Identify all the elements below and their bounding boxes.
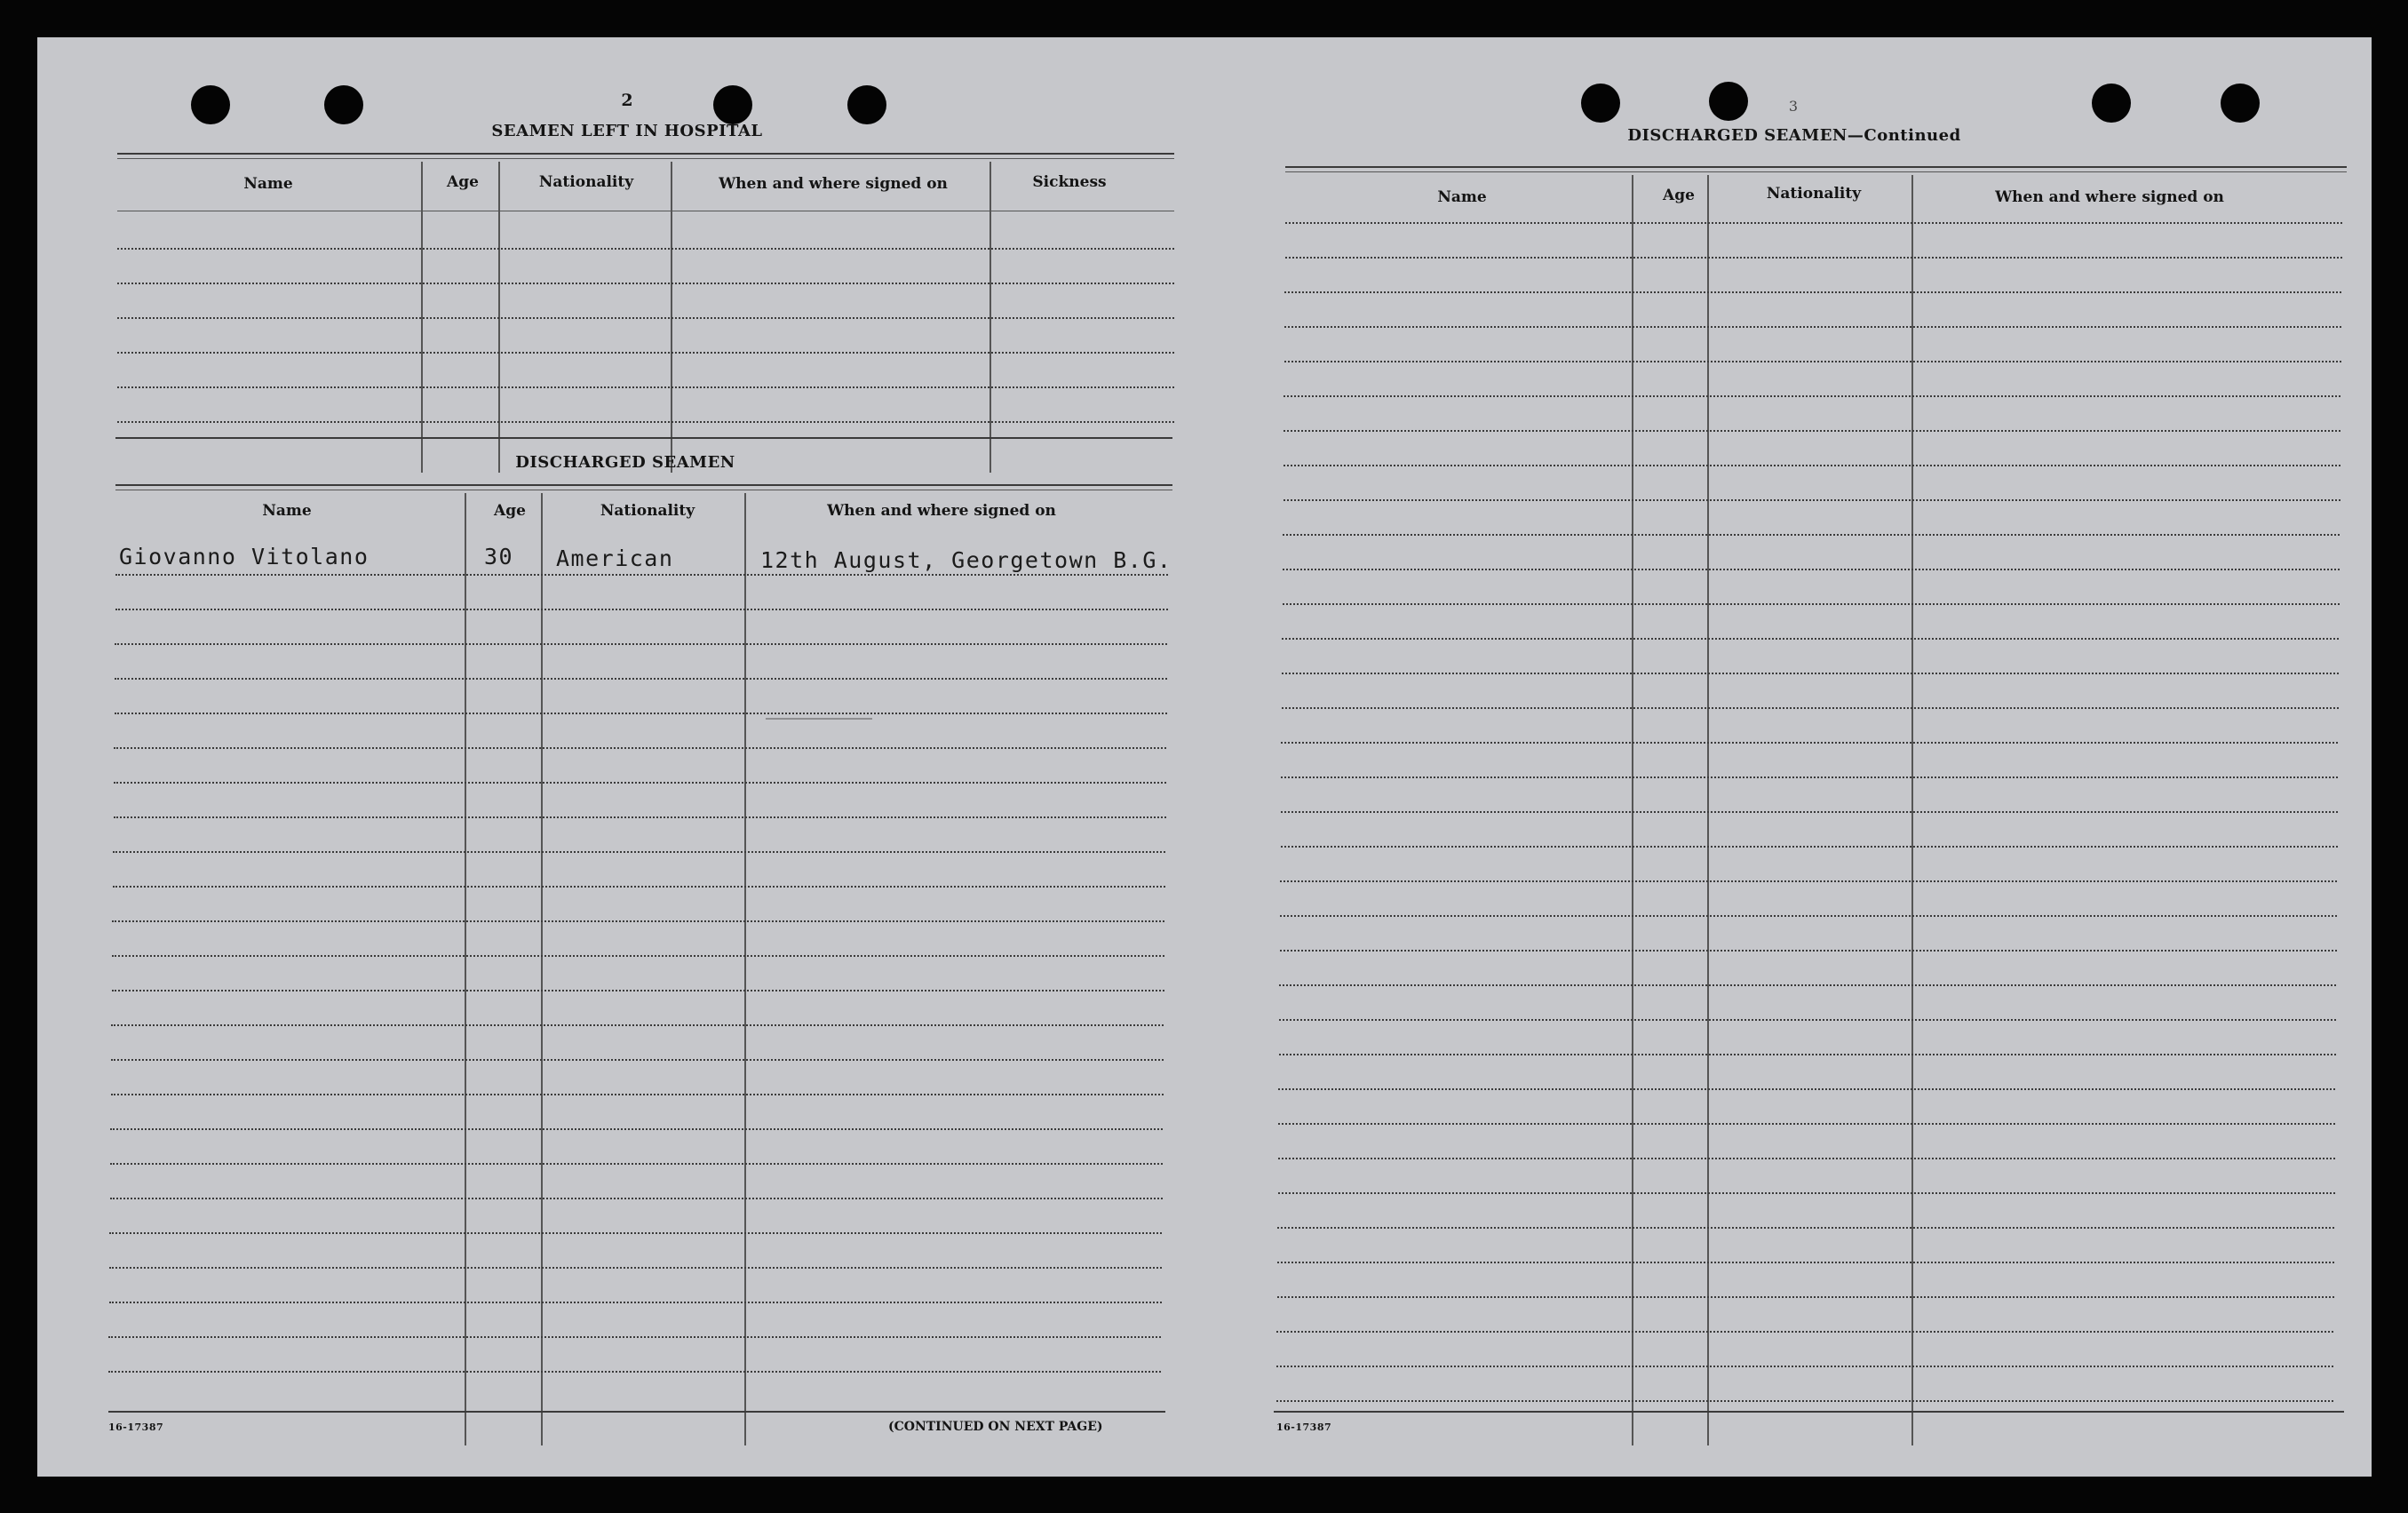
entry-age: 30 <box>484 544 514 569</box>
ruled-line <box>1283 603 2340 605</box>
ruled-line <box>1284 326 2341 328</box>
ruled-line <box>110 1198 1163 1199</box>
ruled-line <box>115 574 1168 576</box>
ruled-line <box>110 1163 1163 1165</box>
ruled-line <box>109 1232 1162 1234</box>
hospital-table-top-rule <box>117 153 1174 155</box>
ruled-line <box>114 747 1166 749</box>
right-header-nationality: Nationality <box>1766 185 1862 203</box>
punch-hole-7 <box>2092 84 2131 123</box>
entry-name: Giovanno Vitolano <box>119 544 370 569</box>
ruled-line <box>1278 1158 2335 1159</box>
ruled-line <box>1278 1123 2335 1125</box>
ruled-line <box>108 1336 1161 1338</box>
ruled-line <box>109 1302 1162 1303</box>
ruled-line <box>1279 984 2336 986</box>
hospital-section-title: SEAMEN LEFT IN HOSPITAL <box>491 122 763 140</box>
discharged-table-bottom-rule <box>108 1411 1165 1413</box>
ruled-line <box>117 248 1174 250</box>
punch-hole-1 <box>191 85 230 124</box>
ruled-line <box>1281 776 2338 778</box>
ruled-line <box>1277 1227 2334 1229</box>
ruled-line <box>1278 1192 2335 1194</box>
ruled-line <box>115 643 1167 645</box>
hospital-header-name: Name <box>243 175 293 193</box>
ruled-line <box>117 352 1174 354</box>
discharged-header-signed-on: When and where signed on <box>827 502 1056 520</box>
ruled-line <box>1276 1400 2333 1402</box>
entry-signed-on: 12th August, Georgetown B.G. <box>760 547 1172 573</box>
hospital-table-top-rule-2 <box>117 158 1174 159</box>
ruled-line <box>1276 1331 2333 1333</box>
ruled-line <box>1283 569 2340 570</box>
ruled-line <box>117 421 1174 423</box>
ruled-line <box>109 1267 1162 1269</box>
discharged-continued-title: DISCHARGED SEAMEN—Continued <box>1627 126 1961 145</box>
ruled-line <box>110 1128 1163 1130</box>
ruled-line <box>115 609 1168 610</box>
page-number-right: 3 <box>1788 98 1799 115</box>
ruled-line <box>111 1094 1164 1095</box>
ruled-line <box>1280 950 2337 952</box>
hospital-header-signed-on: When and where signed on <box>719 175 948 193</box>
ruled-line <box>111 1059 1164 1061</box>
ruled-line <box>1279 1019 2336 1021</box>
ruled-line <box>1281 742 2338 744</box>
punch-hole-3 <box>713 85 752 124</box>
right-header-name: Name <box>1437 188 1487 206</box>
hospital-table-bottom-rule <box>115 437 1172 439</box>
ruled-line <box>115 678 1167 680</box>
right-table-top-rule-2 <box>1285 171 2347 172</box>
ruled-line <box>115 713 1167 714</box>
ruled-line <box>1283 499 2340 501</box>
ruled-line <box>112 990 1164 991</box>
ruled-line <box>114 782 1166 784</box>
ruled-line <box>1284 291 2341 293</box>
hospital-header-nationality: Nationality <box>538 173 634 191</box>
ruled-line <box>1283 534 2340 536</box>
form-number-right: 16-17387 <box>1276 1421 1332 1433</box>
ruled-line <box>1280 880 2337 882</box>
ruled-line <box>117 317 1174 319</box>
discharged-header-nationality: Nationality <box>600 502 695 520</box>
ruled-line <box>1276 1366 2333 1367</box>
right-col-divider-3 <box>1911 175 1913 1445</box>
ruled-line <box>1284 361 2341 362</box>
continued-note: (CONTINUED ON NEXT PAGE) <box>888 1420 1103 1434</box>
ruled-line <box>1285 222 2342 224</box>
ruled-line <box>117 283 1174 284</box>
ruled-line <box>1279 1054 2336 1055</box>
right-col-divider-1 <box>1632 175 1633 1445</box>
ruled-line <box>111 1024 1164 1026</box>
punch-hole-5 <box>1581 84 1620 123</box>
ruled-line <box>113 851 1165 853</box>
right-table-top-rule <box>1285 166 2347 168</box>
ledger-sheet <box>37 37 2372 1477</box>
ruled-line <box>1281 811 2338 813</box>
discharged-section-title: DISCHARGED SEAMEN <box>515 453 735 472</box>
punch-hole-6 <box>1709 82 1748 121</box>
hospital-header-sickness: Sickness <box>1032 173 1107 191</box>
right-col-divider-2 <box>1707 175 1709 1445</box>
ruled-line <box>1277 1262 2334 1263</box>
ruled-line <box>1283 430 2340 432</box>
page-number-left: 2 <box>621 91 633 110</box>
ruled-line <box>1283 465 2340 466</box>
ruled-line <box>117 386 1174 388</box>
punch-hole-2 <box>324 85 363 124</box>
discharged-header-name: Name <box>262 502 312 520</box>
punch-hole-8 <box>2221 84 2260 123</box>
ruled-line <box>1278 1088 2335 1090</box>
ruled-line <box>1280 915 2337 917</box>
discharged-table-top-rule <box>115 484 1172 486</box>
right-table-bottom-rule <box>1274 1411 2344 1413</box>
faint-mark <box>766 718 872 720</box>
ruled-line <box>1283 395 2340 397</box>
form-number-left: 16-17387 <box>108 1421 164 1433</box>
punch-hole-4 <box>847 85 886 124</box>
ruled-line <box>1282 673 2339 674</box>
ruled-line <box>1281 846 2338 848</box>
ruled-line <box>1282 638 2339 640</box>
hospital-header-age: Age <box>447 173 479 191</box>
ruled-line <box>1277 1296 2334 1298</box>
right-header-signed-on: When and where signed on <box>1995 188 2224 206</box>
ruled-line <box>1285 257 2342 259</box>
ruled-line <box>1282 707 2339 709</box>
ruled-line <box>114 816 1166 818</box>
ruled-line <box>112 955 1164 957</box>
discharged-header-age: Age <box>494 502 526 520</box>
ruled-line <box>113 886 1165 888</box>
ruled-line <box>112 920 1164 922</box>
entry-nationality: American <box>556 545 674 571</box>
right-header-age: Age <box>1663 187 1695 204</box>
ruled-line <box>108 1371 1161 1373</box>
